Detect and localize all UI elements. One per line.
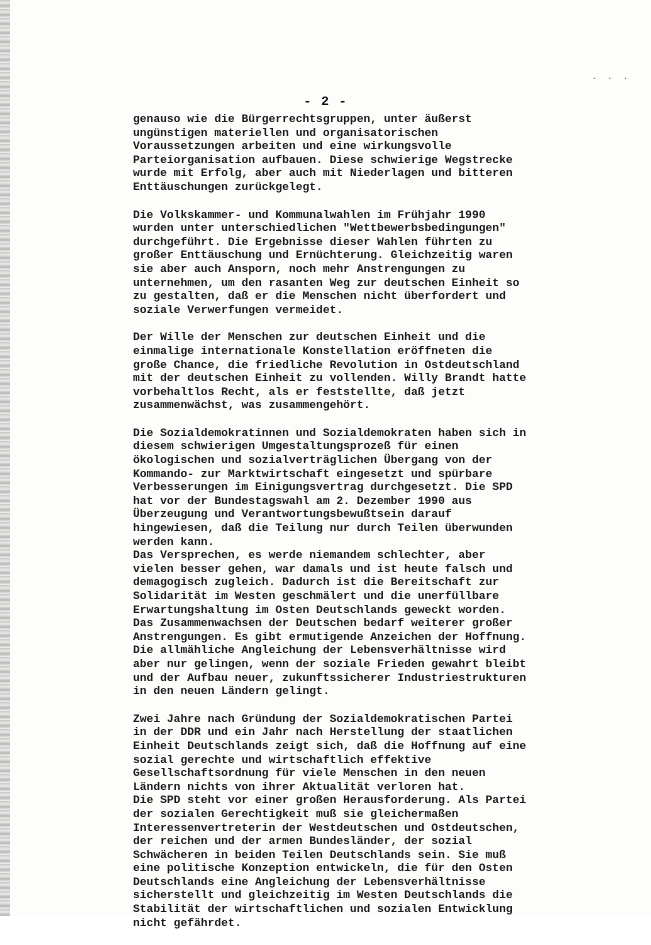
text-line: Anstrengungen. Es gibt ermutigende Anzeichen der Hoffnung. (133, 631, 527, 644)
text-line: großer Enttäuschung und Ernüchterung. Gleichzeitig waren (133, 250, 513, 263)
text-line: Stabilität der wirtschaftlichen und sozialen Entwicklung (133, 904, 513, 917)
text-line: große Chance, die friedliche Revolution in Ostdeutschland (133, 359, 520, 372)
text-line: Der Wille der Menschen zur deutschen Einheit und die (133, 332, 486, 345)
page-number: - 2 - (303, 94, 348, 109)
text-line: Die SPD steht vor einer großen Herausforderung. Als Partei (133, 795, 527, 808)
text-line: mit der deutschen Einheit zu vollenden. Willy Brandt hatte (133, 373, 527, 386)
text-line: in den neuen Ländern gelingt. (133, 686, 330, 699)
text-line: Deutschlands eine Angleichung der Lebensverhältnisse (133, 876, 486, 889)
text-line: der reichen und der armen Bundesländer, der sozial (133, 836, 472, 849)
text-line: eine politische Konzeption entwickeln, die für den Osten (133, 863, 513, 876)
text-line: wurden unter unterschiedlichen "Wettbewerbsbedingungen" (133, 223, 506, 236)
text-line: einmalige internationale Konstellation eröffneten die (133, 345, 493, 358)
text-line: zu gestalten, daß er die Menschen nicht überfordert und (133, 291, 506, 304)
corner-marks: · · · (591, 74, 631, 83)
text-line: wurde mit Erfolg, aber auch mit Niederlagen und bitteren (133, 168, 513, 181)
text-line: Enttäuschungen zurückgelegt. (133, 181, 323, 194)
paragraph-1 (133, 114, 633, 196)
paragraph-4 (133, 428, 633, 700)
text-line: Das Zusammenwachsen der Deutschen bedarf weiterer großer (133, 618, 513, 631)
text-line: hingewiesen, daß die Teilung nur durch Teilen überwunden (133, 523, 513, 536)
text-line: ungünstigen materiellen und organisatorischen (133, 127, 439, 140)
text-line: Interessenvertreterin der Westdeutschen und Ostdeutschen, (133, 822, 520, 835)
text-line: Einheit Deutschlands zeigt sich, daß die Hoffnung auf eine (133, 740, 527, 753)
text-line: in der DDR und ein Jahr nach Herstellung der staatlichen (133, 727, 513, 740)
text-line: Solidarität im Westen geschmälert und die unerfüllbare (133, 591, 500, 603)
text-line: Schwächeren in beiden Teilen Deutschlands sein. Sie muß (133, 849, 506, 862)
text-line: Verbesserungen im Einigungsvertrag durchgesetzt. Die SPD (133, 482, 513, 495)
text-line: und der Aufbau neuer, zukunftssicherer Industriestrukturen (133, 672, 527, 685)
text-line: Die Volkskammer- und Kommunalwahlen im Frühjahr 1990 (133, 209, 486, 222)
text-line: Parteiorganisation aufbauen. Diese schwierige Wegstrecke (133, 154, 513, 167)
text-line: ökologischen und sozialverträglichen Übergang von der (133, 455, 493, 468)
text-line: Gesellschaftsordnung für viele Menschen in den neuen (133, 768, 486, 781)
text-line: zusammenwächst, was zusammengehört. (133, 400, 371, 413)
text-line: diesem schwierigen Umgestaltungsprozeß für einen (133, 441, 459, 454)
scan-edge (0, 0, 10, 916)
text-line: Die allmähliche Angleichung der Lebensverhältnisse wird (133, 645, 506, 658)
text-line: sozial gerechte und wirtschaftlich effektive (133, 754, 432, 767)
text-line: Voraussetzungen arbeiten und eine wirkungsvolle (133, 141, 452, 154)
text-line: demagogisch zugleich. Dadurch ist die Bereitschaft zur (133, 577, 500, 590)
paragraph-2 (133, 210, 633, 319)
text-line: soziale Verwerfungen vermeidet. (133, 304, 344, 317)
text-line: genauso wie die Bürgerrechtsgruppen, unter äußerst (133, 114, 472, 126)
text-line: Das Versprechen, es werde niemandem schlechter, aber (133, 550, 486, 563)
document-body (133, 114, 633, 945)
text-line: hat vor der Bundestagswahl am 2. Dezember 1990 aus (133, 495, 472, 508)
text-line: sicherstellt und gleichzeitig im Westen Deutschlands die (133, 890, 513, 903)
text-line: vorbehaltlos Recht, als er feststellte, daß jetzt (133, 386, 466, 399)
text-line: Überzeugung und Verantwortungsbewußtsein darauf (133, 509, 452, 522)
text-line: vielen besser gehen, war damals und ist heute falsch und (133, 563, 513, 576)
text-line: Kommando- zur Marktwirtschaft eingesetzt und spürbare (133, 468, 493, 481)
text-line: werden kann. (133, 536, 215, 549)
text-line: der sozialen Gerechtigkeit muß sie gleichermaßen (133, 808, 459, 821)
paragraph-3 (133, 332, 633, 414)
text-line: Erwartungshaltung im Osten Deutschlands geweckt worden. (133, 604, 506, 617)
text-line: aber nur gelingen, wenn der soziale Frieden gewahrt bleibt (133, 658, 527, 671)
text-line: Ländern nichts von ihrer Aktualität verloren hat. (133, 781, 466, 794)
paragraph-5 (133, 714, 633, 932)
text-line: sie aber auch Ansporn, noch mehr Anstrengungen zu (133, 263, 466, 276)
text-line: nicht gefährdet. (133, 917, 242, 930)
text-line: Zwei Jahre nach Gründung der Sozialdemokratischen Partei (133, 713, 513, 726)
text-line: durchgeführt. Die Ergebnisse dieser Wahlen führten zu (133, 236, 493, 249)
text-line: Die Sozialdemokratinnen und Sozialdemokraten haben sich in (133, 427, 527, 440)
text-line: unternehmen, um den rasanten Weg zur deutschen Einheit so (133, 277, 520, 290)
